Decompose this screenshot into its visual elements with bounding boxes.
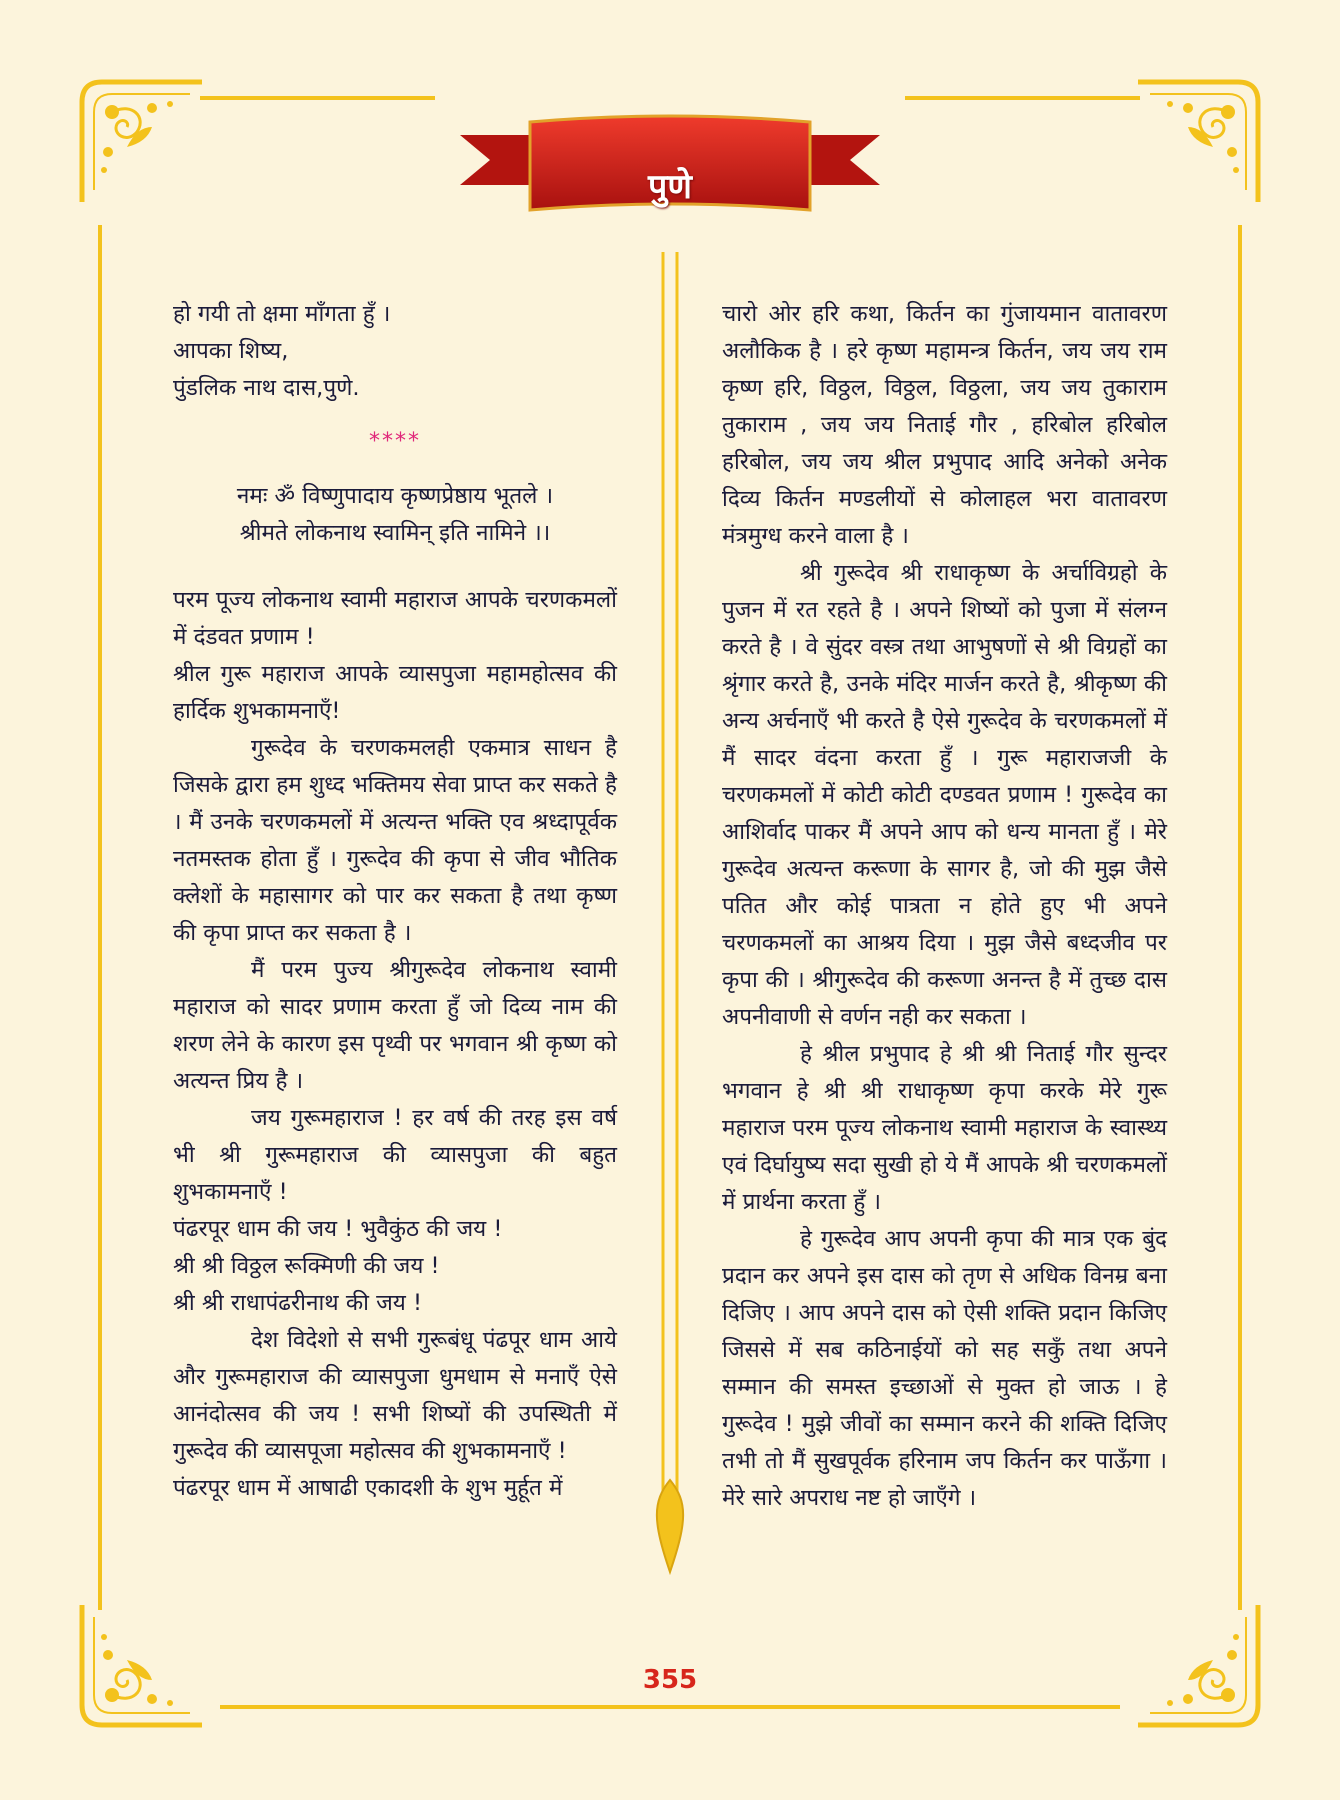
frame-left-line: [98, 225, 102, 1610]
paragraph: पंढरपूर धाम की जय ! भुवैकुंठ की जय !: [173, 1216, 503, 1242]
separator-stars: ****: [369, 429, 421, 454]
verse-line: श्रीमते लोकनाथ स्वामिन् इति नामिने ।।: [239, 520, 551, 546]
paragraph: गुरूदेव के चरणकमलही एकमात्र साधन है जिसके द्वारा हम शुध्द भक्तिमय सेवा प्राप्त कर सकते है । मैं उनके चरणकमलों में अत्यन्त भक्ति एव श्रध्दापूर्वक नतमस्तक होता हुँ । गुरूदेव की कृपा से जीव भौतिक क्लेशों के महासागर को पार कर सकता है तथा कृष्ण की कृपा प्राप्त कर सकता है ।: [173, 735, 617, 946]
paragraph: जय गुरूमहाराज ! हर वर्ष की तरह इस वर्ष भी श्री गुरूमहाराज की व्यासपुजा की बहुत शुभकामनाएँ !: [173, 1105, 617, 1205]
page-number: 355: [642, 1665, 698, 1695]
paragraph: चारो ओर हरि कथा, किर्तन का गुंजायमान वातावरण अलौकिक है । हरे कृष्ण महामन्त्र किर्तन, जय जय राम कृष्ण हरि, विठ्ठल, विठ्ठल, विठ्ठला, जय जय तुकाराम तुकाराम , जय जय निताई गौर , हरिबोल हरिबोल हरिबोल, जय जय श्रील प्रभुपाद आदि अनेको अनेक दिव्य किर्तन मण्डलीयों से कोलाहल भरा वातावरण मंत्रमुग्ध करने वाला है ।: [722, 301, 1167, 549]
paragraph: मैं परम पुज्य श्रीगुरूदेव लोकनाथ स्वामी महाराज को सादर प्रणाम करता हुँ जो दिव्य नाम की शरण लेने के कारण इस पृथ्वी पर भगवान श्री कृष्ण को अत्यन्त प्रिय है ।: [173, 957, 617, 1094]
right-column: [722, 296, 1167, 1517]
corner-ornament-icon: [1128, 72, 1268, 212]
corner-ornament-icon: [72, 72, 212, 212]
left-column: [173, 296, 617, 1507]
paragraph: श्री गुरूदेव श्री राधाकृष्ण के अर्चाविग्रहो के पुजन में रत रहते है । अपने शिष्यों को पुजा में संलग्न करते है । वे सुंदर वस्त्र तथा आभुषणों से श्री विग्रहों का श्रृंगार करते है, उनके मंदिर मार्जन करते है, श्रीकृष्ण की अन्य अर्चनाएँ भी करते है ऐसे गुरूदेव के चरणकमलों में मैं सादर वंदना करता हुँ । गुरू महाराजजी के चरणकमलों में कोटी कोटी दण्डवत प्रणाम ! गुरूदेव का आशिर्वाद पाकर मैं अपने आप को धन्य मानता हुँ । मेरे गुरूदेव अत्यन्त करूणा के सागर है, जो की मुझ जैसे पतित और कोई पात्रता न होते हुए भी अपने चरणकमलों का आश्रय दिया । मुझ जैसे बध्दजीव पर कृपा की । श्रीगुरूदेव की करूणा अनन्त है में तुच्छ दास अपनीवाणी से वर्णन नही कर सकता ।: [722, 560, 1167, 1030]
page-title: पुणे: [648, 167, 692, 207]
paragraph: हे श्रील प्रभुपाद हे श्री श्री निताई गौर सुन्दर भगवान हे श्री श्री राधाकृष्ण कृपा करके मेरे गुरू महाराज परम पूज्य लोकनाथ स्वामी महाराज के स्वास्थ्य एवं दिर्घायुष्य सदा सुखी हो ये मैं आपके श्री चरणकमलों में प्रार्थना करता हुँ ।: [722, 1041, 1167, 1215]
divider-pendant-icon: [643, 252, 697, 1612]
paragraph: देश विदेशो से सभी गुरूबंधू पंढपूर धाम आये और गुरूमहाराज की व्यासपुजा धुमधाम से मनाएँ ऐसे आनंदोत्सव की जय ! सभी शिष्यों की उपस्थिती में गुरूदेव की व्यासपूजा महोत्सव की शुभकामनाएँ !: [173, 1327, 617, 1464]
closing-line: हो गयी तो क्षमा माँगता हुँ ।: [173, 301, 391, 327]
paragraph: श्रील गुरू महाराज आपके व्यासपुजा महामहोत्सव की हार्दिक शुभकामनाएँ!: [173, 661, 617, 724]
paragraph: परम पूज्य लोकनाथ स्वामी महाराज आपके चरणकमलों में दंडवत प्रणाम !: [173, 587, 617, 650]
frame-right-line: [1238, 225, 1242, 1610]
frame-top-line-right: [905, 96, 1140, 100]
closing-line: आपका शिष्य,: [173, 338, 289, 364]
corner-ornament-icon: [72, 1595, 212, 1735]
paragraph: पंढरपूर धाम में आषाढी एकादशी के शुभ मुर्हूत में: [173, 1475, 563, 1501]
paragraph: श्री श्री विठ्ठल रूक्मिणी की जय !: [173, 1253, 440, 1279]
closing-signature: पुंडलिक नाथ दास,पुणे.: [173, 375, 360, 401]
corner-ornament-icon: [1128, 1595, 1268, 1735]
verse-line: नमः ॐ विष्णुपादाय कृष्णप्रेष्ठाय भूतले ।: [236, 483, 554, 509]
paragraph: हे गुरूदेव आप अपनी कृपा की मात्र एक बुंद प्रदान कर अपने इस दास को तृण से अधिक विनम्र बना दिजिए । आप अपने दास को ऐसी शक्ति प्रदान किजिए जिससे में सब कठिनाईयों को सह सकुँ तथा अपने सम्मान की समस्त इच्छाओं से मुक्त हो जाऊ । हे गुरूदेव ! मुझे जीवों का सम्मान करने की शक्ति दिजिए तभी तो मैं सुखपूर्वक हरिनाम जप किर्तन कर पाऊँगा । मेरे सारे अपराध नष्ट हो जाएँगे ।: [722, 1226, 1167, 1511]
frame-bottom-line: [220, 1705, 1120, 1709]
frame-top-line: [200, 96, 435, 100]
paragraph: श्री श्री राधापंढरीनाथ की जय !: [173, 1290, 423, 1316]
